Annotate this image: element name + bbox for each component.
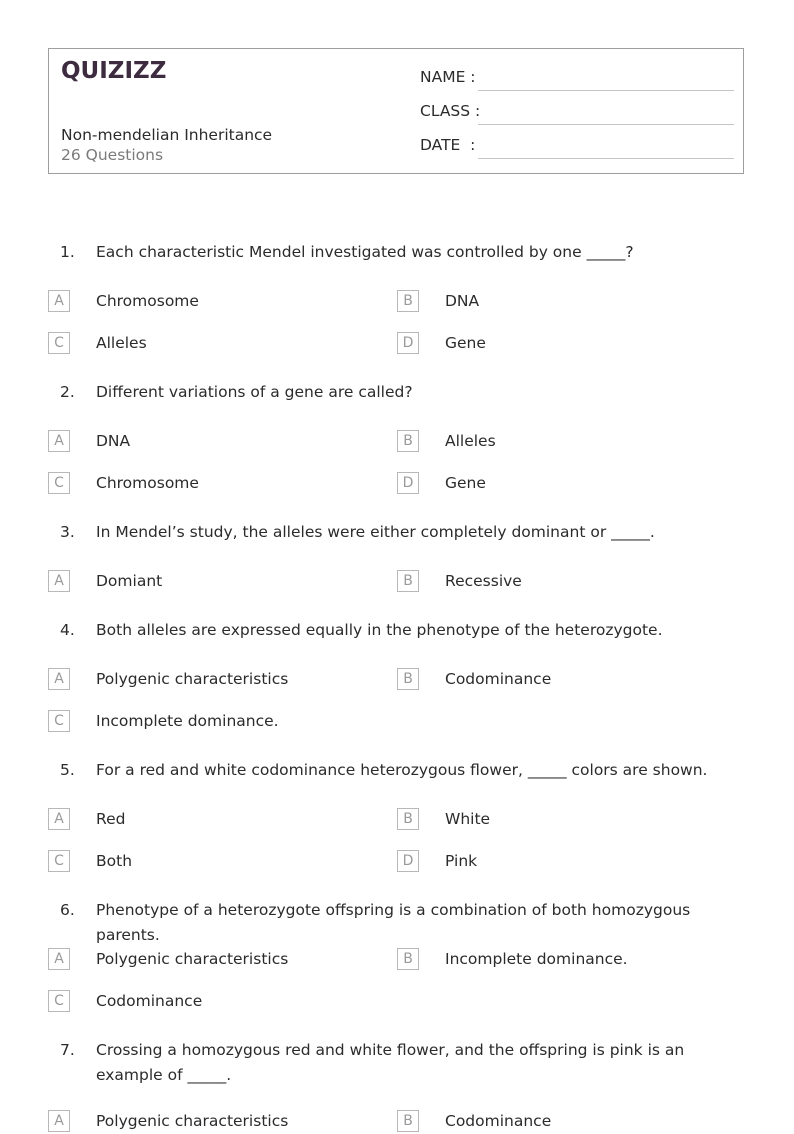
option-text: Domiant	[96, 572, 163, 590]
worksheet-header	[48, 48, 744, 174]
option-letter-box: C	[48, 850, 70, 872]
question-number: 4.	[60, 621, 75, 639]
quizizz-logo: QUIZIZZ	[61, 58, 167, 84]
question-text: In Mendel’s study, the alleles were either completely dominant or _____.	[96, 523, 655, 541]
option-letter-box: B	[397, 430, 419, 452]
option-text: Incomplete dominance.	[96, 712, 279, 730]
question-text: Different variations of a gene are called?	[96, 383, 413, 401]
question-number: 2.	[60, 383, 75, 401]
option-letter-box: D	[397, 332, 419, 354]
option-letter-box: A	[48, 1110, 70, 1132]
option-text: Chromosome	[96, 474, 199, 492]
option-text: Both	[96, 852, 133, 870]
option-text: Polygenic characteristics	[96, 950, 289, 968]
question-number: 7.	[60, 1041, 75, 1059]
date-line[interactable]	[478, 158, 734, 159]
date-field[interactable]	[420, 136, 734, 158]
name-line[interactable]	[478, 90, 734, 91]
option-text: Alleles	[445, 432, 496, 450]
option-text: Codominance	[96, 992, 203, 1010]
name-field[interactable]	[420, 68, 734, 90]
option-letter-box: C	[48, 710, 70, 732]
question-text: Crossing a homozygous red and white flower, and the offspring is pink is an example of _____.	[96, 1041, 685, 1084]
question-text: Each characteristic Mendel investigated was controlled by one _____?	[96, 243, 634, 261]
option-text: Gene	[445, 334, 486, 352]
option-text: DNA	[96, 432, 131, 450]
option-text: White	[445, 810, 491, 828]
option-letter-box: B	[397, 948, 419, 970]
option-letter-box: A	[48, 570, 70, 592]
option-letter-box: B	[397, 668, 419, 690]
option-letter-box: A	[48, 290, 70, 312]
option-letter-box: C	[48, 472, 70, 494]
option-letter-box: B	[397, 1110, 419, 1132]
class-field[interactable]	[420, 102, 734, 124]
option-letter-box: D	[397, 850, 419, 872]
option-letter-box: B	[397, 570, 419, 592]
class-label: CLASS :	[420, 102, 481, 120]
option-text: DNA	[445, 292, 480, 310]
option-letter-box: D	[397, 472, 419, 494]
option-letter-box: C	[48, 332, 70, 354]
option-letter-box: A	[48, 668, 70, 690]
class-line[interactable]	[478, 124, 734, 125]
question-number: 6.	[60, 901, 75, 919]
option-text: Polygenic characteristics	[96, 1112, 289, 1130]
option-letter-box: B	[397, 290, 419, 312]
option-text: Recessive	[445, 572, 522, 590]
option-text: Codominance	[445, 670, 552, 688]
option-letter-box: A	[48, 808, 70, 830]
question-text: Both alleles are expressed equally in the phenotype of the heterozygote.	[96, 621, 663, 639]
worksheet-title: Non-mendelian Inheritance	[61, 126, 273, 144]
option-text: Red	[96, 810, 126, 828]
question-text: For a red and white codominance heterozygous flower, _____ colors are shown.	[96, 761, 708, 779]
question-count: 26 Questions	[61, 146, 164, 164]
option-letter-box: B	[397, 808, 419, 830]
question-number: 1.	[60, 243, 75, 261]
option-letter-box: A	[48, 430, 70, 452]
question-number: 3.	[60, 523, 75, 541]
date-label: DATE :	[420, 136, 476, 154]
name-label: NAME :	[420, 68, 476, 86]
question-text: Phenotype of a heterozygote offspring is a combination of both homozygous parents.	[96, 901, 691, 944]
option-text: Pink	[445, 852, 478, 870]
option-text: Codominance	[445, 1112, 552, 1130]
option-text: Incomplete dominance.	[445, 950, 628, 968]
option-text: Polygenic characteristics	[96, 670, 289, 688]
option-text: Chromosome	[96, 292, 199, 310]
question-number: 5.	[60, 761, 75, 779]
option-letter-box: C	[48, 990, 70, 1012]
option-text: Gene	[445, 474, 486, 492]
option-text: Alleles	[96, 334, 147, 352]
option-letter-box: A	[48, 948, 70, 970]
